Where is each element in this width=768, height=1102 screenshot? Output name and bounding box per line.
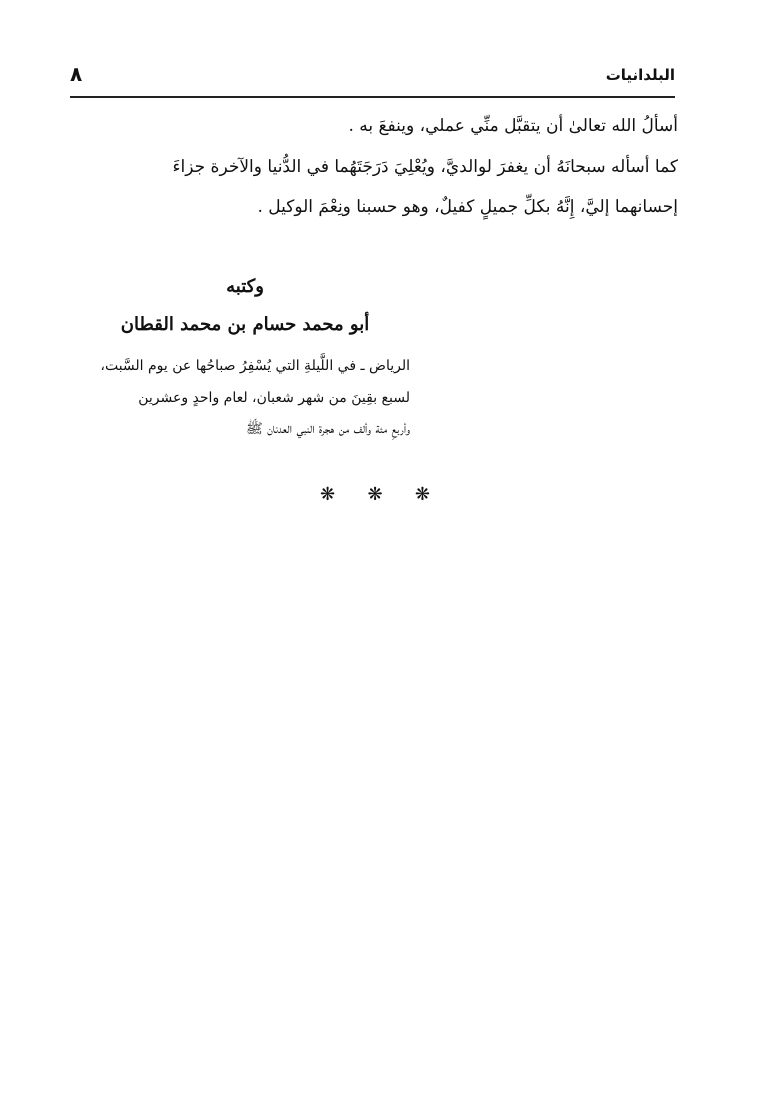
running-title: البلدانيات [605, 66, 675, 84]
paragraph-line-1: أسألُ الله تعالىٰ أن يتقبَّل منِّي عملي، وينفعَ به . [348, 116, 678, 136]
page-header [70, 62, 675, 96]
paragraph-line-3: إحسانهما إليَّ، إِنَّهُ بكلِّ جميلٍ كفيلٌ، وهو حسبنا ونِعْمَ الوكيل . [257, 197, 678, 217]
ornament-star-icon: ❋ [414, 484, 430, 505]
header-rule [70, 96, 675, 98]
author-name: أبو محمد حسام بن محمد القطان [120, 314, 370, 335]
paragraph-line-2: كما أسأله سبحانَهُ أن يغفرَ لوالديَّ، ويُعْلِيَ دَرَجَتَهُما في الدُّنيا والآخرة جزاءَ [172, 157, 678, 177]
signoff-heading: وكتبه [226, 276, 264, 297]
dateline-line-3: وأربعِ مئة وألف من هجرة النبي العدنان ﷺ [245, 421, 410, 437]
ornament-star-icon: ❋ [367, 484, 383, 505]
section-ornament [320, 484, 430, 505]
page-number: ٨ [70, 62, 83, 86]
ornament-star-icon: ❋ [320, 484, 336, 505]
dateline-line-2: لسبع بقِينَ من شهر شعبان، لعام واحدٍ وعشرين [138, 390, 410, 406]
dateline-line-1: الرياض ـ في اللَّيلةِ التي يُسْفِرُ صباحُها عن يوم السَّبت، [100, 358, 410, 374]
